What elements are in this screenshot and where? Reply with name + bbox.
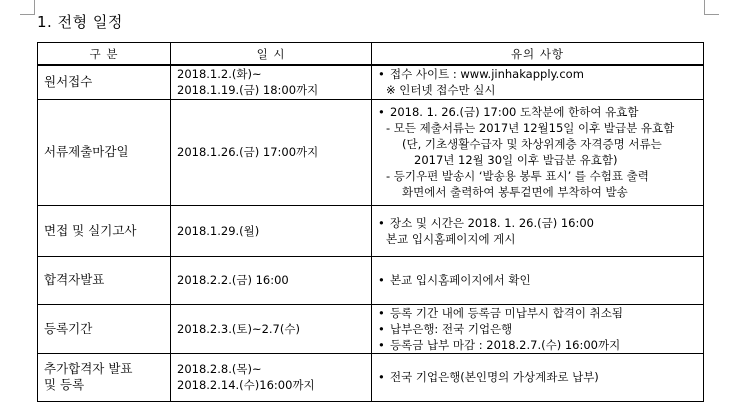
datetime-line: 2018.2.8.(목)~	[177, 362, 262, 376]
schedule-notes	[372, 205, 704, 256]
page-corner-mark-right	[704, 0, 719, 15]
note-text: 등록 기간 내에 등록금 미납부시 합격이 취소됨	[390, 305, 624, 320]
datetime-line: 2018.2.14.(수)16:00까지	[177, 378, 315, 392]
schedule-category	[38, 304, 171, 353]
note-line	[378, 136, 697, 152]
header-category: 구 분	[38, 43, 171, 66]
note-text: 장소 및 시간은 2018. 1. 26.(금) 16:00	[390, 215, 594, 230]
bullet-icon: •	[378, 305, 385, 320]
note-line	[378, 152, 697, 168]
schedule-notes	[372, 65, 704, 99]
schedule-table	[37, 42, 704, 402]
category-line: 추가합격자 발표	[44, 361, 133, 376]
bullet-icon: •	[378, 337, 385, 352]
note-text: 등록금 납부 마감 : 2018.2.7.(수) 16:00까지	[390, 337, 621, 352]
note-line	[378, 104, 697, 120]
category-line: 면접 및 실기고사	[44, 222, 137, 238]
schedule-notes	[372, 304, 704, 353]
schedule-datetime	[171, 205, 372, 256]
schedule-datetime	[171, 256, 372, 304]
table-row	[38, 205, 704, 256]
note-line	[378, 369, 697, 385]
schedule-category	[38, 205, 171, 256]
schedule-body	[38, 65, 704, 401]
schedule-datetime	[171, 65, 372, 99]
schedule-category	[38, 353, 171, 401]
note-text: (단, 기초생활수급자 및 차상위계층 자격증명 서류는	[402, 137, 662, 151]
datetime-line: 2018.2.3.(토)~2.7(수)	[177, 321, 300, 336]
note-line	[378, 82, 697, 98]
table-header-row	[38, 43, 704, 66]
section-title: 1. 전형 일정	[37, 13, 123, 31]
category-line: 등록기간	[44, 320, 93, 336]
note-text: - 등기우편 발송시 ‘발송용 봉투 표시’ 를 수험표 출력	[386, 169, 649, 183]
note-text: 본교 입시홈페이지에서 확인	[390, 273, 531, 287]
bullet-icon: •	[378, 105, 385, 119]
note-text: ※ 인터넷 접수만 실시	[386, 83, 496, 98]
note-text: 본교 입시홈페이지에 게시	[386, 231, 516, 246]
datetime-line: 2018.1.19.(금) 18:00까지	[177, 83, 319, 98]
note-line	[378, 337, 697, 353]
schedule-category	[38, 256, 171, 304]
table-row	[38, 304, 704, 353]
schedule-category	[38, 65, 171, 99]
schedule-notes	[372, 99, 704, 205]
note-text: 2018. 1. 26.(금) 17:00 도착분에 한하여 유효함	[390, 105, 639, 119]
category-line: 합격자발표	[44, 272, 105, 287]
schedule-notes	[372, 256, 704, 304]
schedule-category	[38, 99, 171, 205]
note-text: - 모든 제출서류는 2017년 12월15일 이후 발급분 유효함	[386, 121, 675, 135]
note-line	[378, 215, 697, 231]
note-text: 화면에서 출력하여 봉투겉면에 부착하여 발송	[402, 185, 628, 199]
schedule-datetime	[171, 353, 372, 401]
bullet-icon: •	[378, 215, 385, 230]
note-line	[378, 272, 697, 288]
note-line	[378, 321, 697, 337]
header-notes: 유의 사항	[372, 43, 704, 66]
schedule-notes	[372, 353, 704, 401]
table-row	[38, 99, 704, 205]
note-text: 전국 기업은행(본인명의 가상계좌로 납부)	[390, 370, 599, 384]
table-row	[38, 65, 704, 99]
table-row	[38, 256, 704, 304]
note-line	[378, 184, 697, 200]
datetime-line: 2018.1.29.(월)	[177, 223, 260, 238]
note-line	[378, 120, 697, 136]
category-line: 서류제출마감일	[44, 144, 129, 159]
note-line	[378, 231, 697, 247]
bullet-icon: •	[378, 67, 385, 82]
page-corner-mark-left	[20, 0, 35, 15]
category-line: 및 등록	[44, 377, 85, 392]
datetime-line: 2018.1.2.(화)~	[177, 67, 262, 82]
category-line: 원서접수	[44, 74, 93, 90]
table-row	[38, 353, 704, 401]
header-datetime: 일 시	[171, 43, 372, 66]
schedule-datetime	[171, 99, 372, 205]
note-text: 납부은행: 전국 기업은행	[390, 321, 513, 336]
bullet-icon: •	[378, 321, 385, 336]
bullet-icon: •	[378, 370, 385, 384]
datetime-line: 2018.2.2.(금) 16:00	[177, 273, 289, 287]
note-text: 2017년 12월 30일 이후 발급분 유효함)	[414, 153, 618, 167]
note-line	[378, 66, 697, 82]
schedule-datetime	[171, 304, 372, 353]
note-text: 접수 사이트 : www.jinhakapply.com	[390, 67, 584, 82]
note-line	[378, 305, 697, 321]
bullet-icon: •	[378, 273, 385, 287]
note-line	[378, 168, 697, 184]
datetime-line: 2018.1.26.(금) 17:00까지	[177, 145, 319, 159]
